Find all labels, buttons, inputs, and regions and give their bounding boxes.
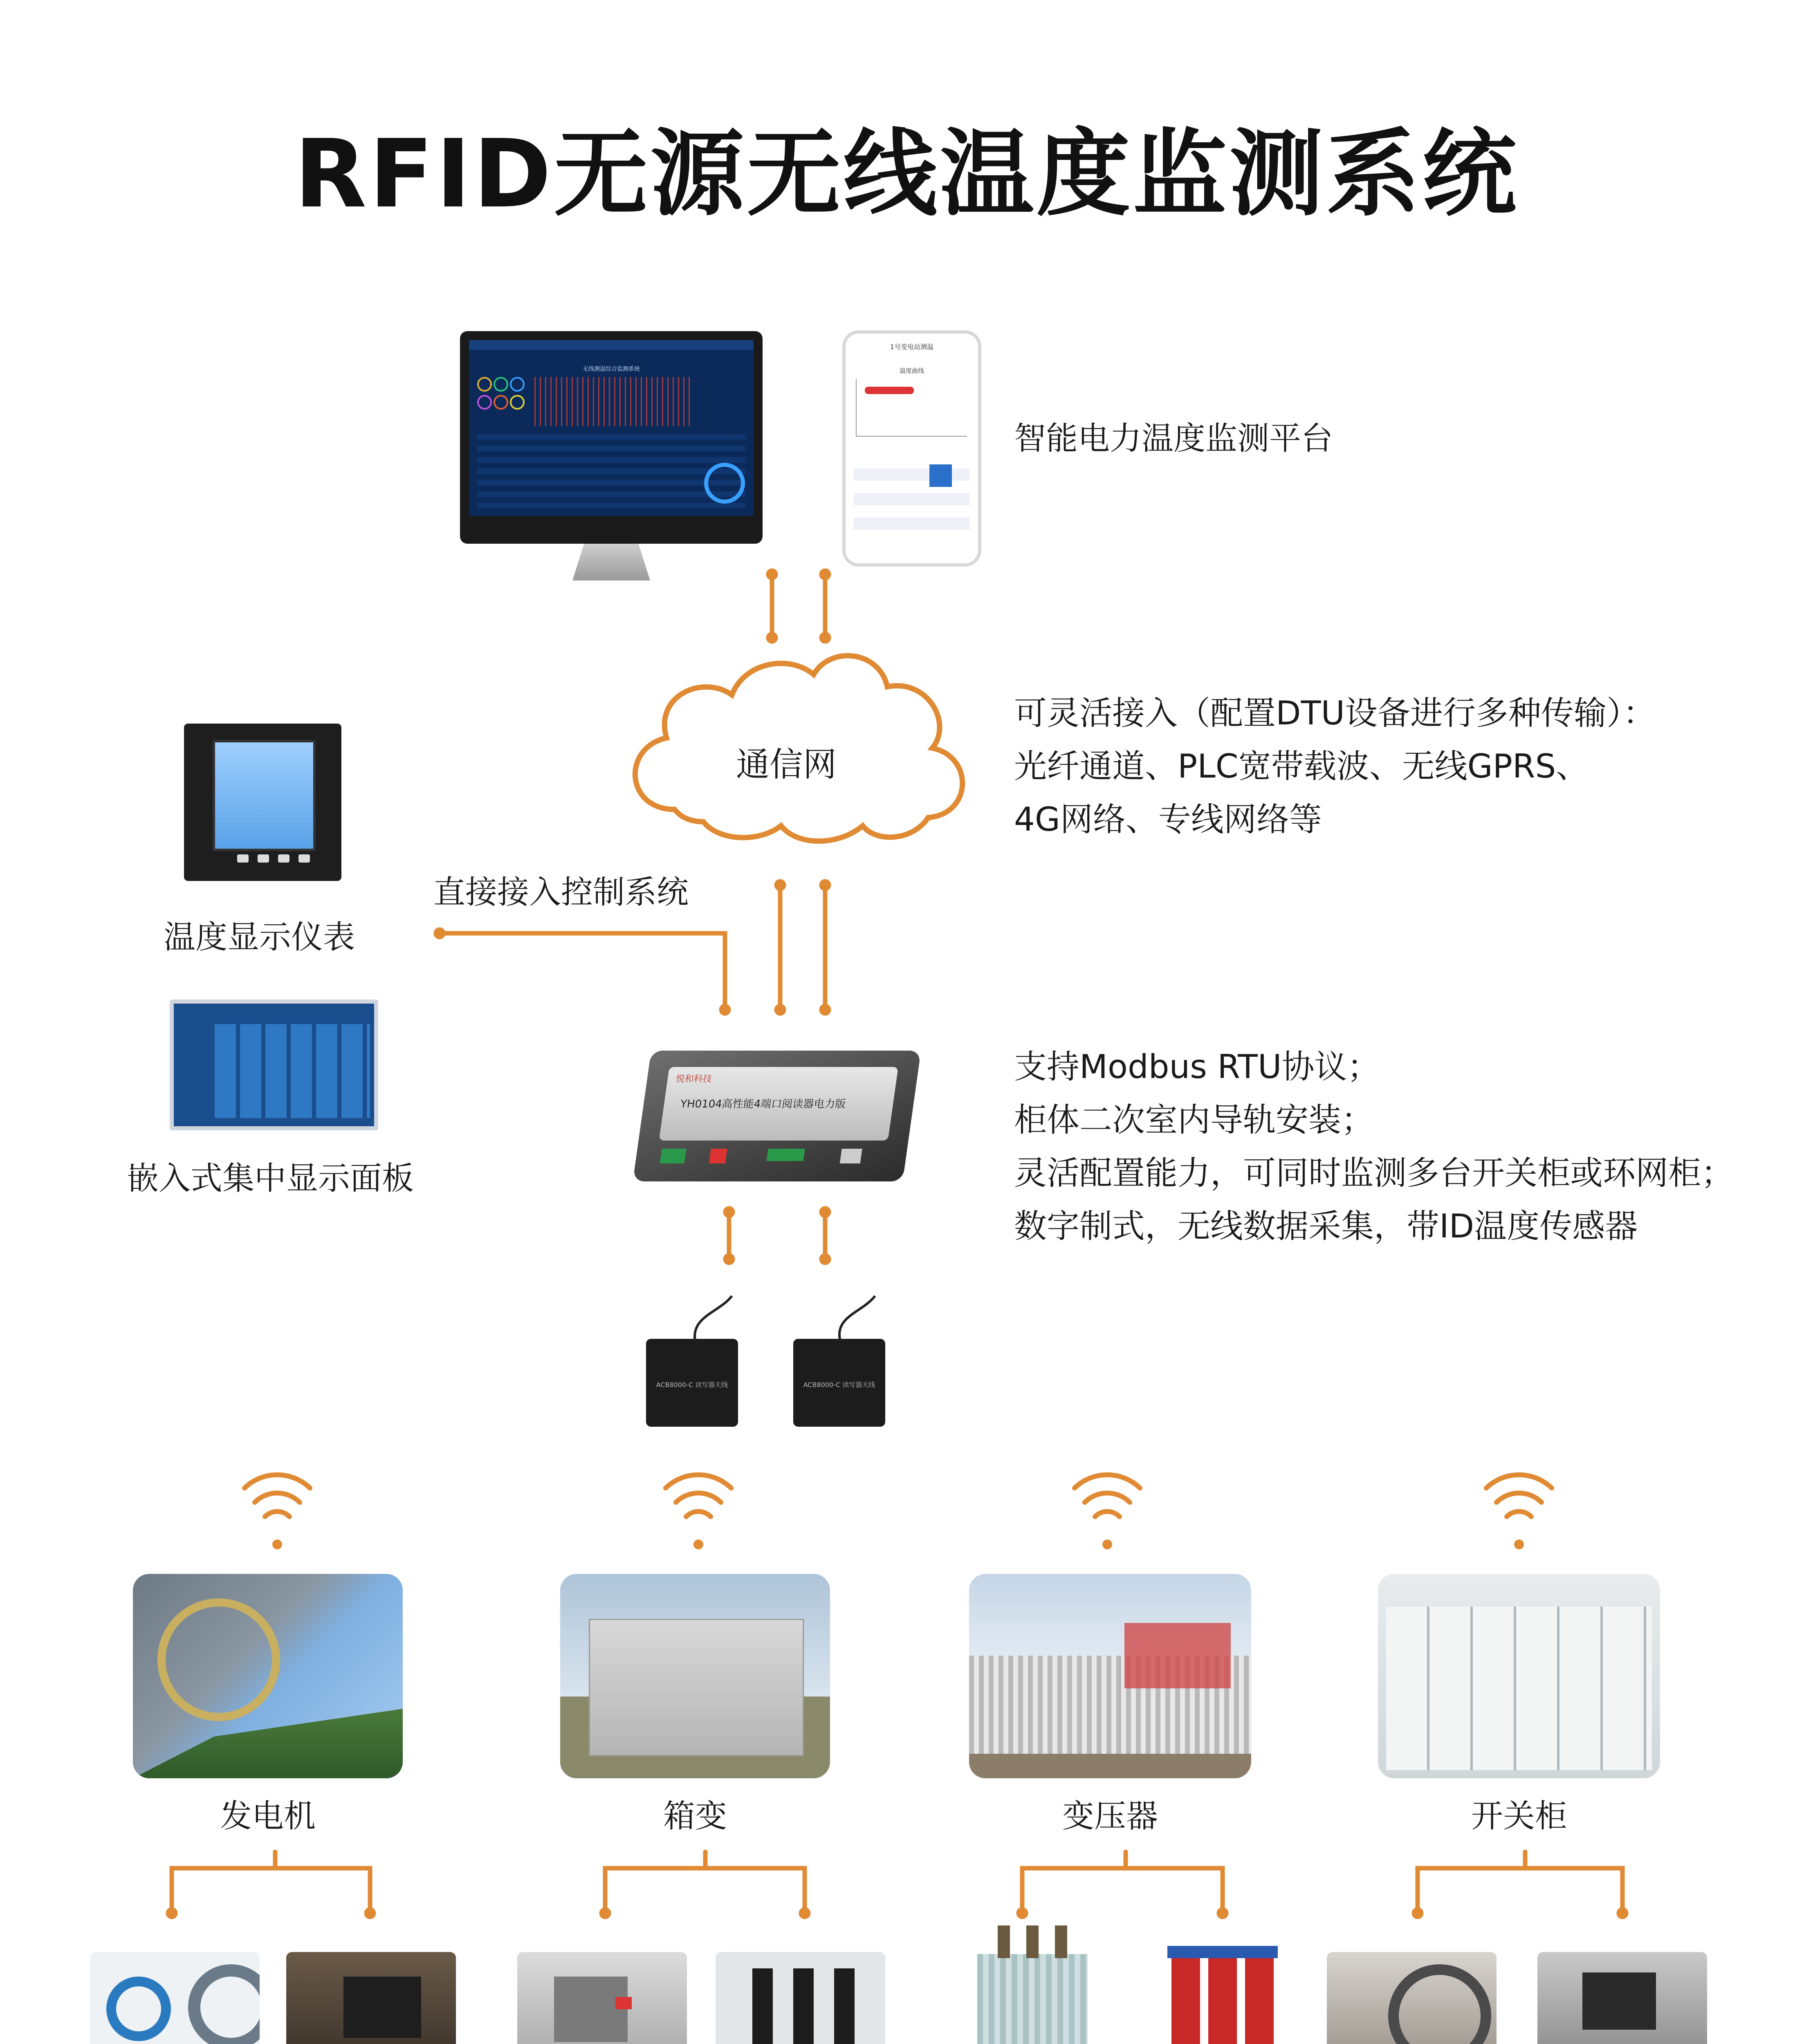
antenna-label: ACB8000-C 读写器天线: [803, 1381, 875, 1389]
network-desc-line: 光纤通道、PLC宽带载波、无线GPRS、: [1014, 747, 1589, 785]
category-label: 发电机: [220, 1798, 316, 1835]
network-desc-line: 可灵活接入（配置DTU设备进行多种传输）：: [1014, 694, 1656, 732]
thumb-oil-transformer: [969, 1913, 1096, 2044]
photo-generator: [133, 1574, 403, 1778]
monitor-title: 无线测温综合监测系统: [583, 366, 640, 372]
reader-brand: 悦和科技: [675, 1074, 713, 1084]
thumb-low-voltage-breaker: [517, 1952, 687, 2044]
category-label: 变压器: [1062, 1798, 1158, 1835]
cloud-label: 通信网: [736, 745, 837, 784]
page-title: RFID无源无线温度监测系统: [294, 120, 1519, 229]
reader-desc-line: 灵活配置能力，可同时监测多台开关柜或环网柜；: [1014, 1154, 1734, 1192]
phone-chart-title: 温度曲线: [899, 367, 924, 374]
network-desc-line: 4G网络、专线网络等: [1014, 800, 1322, 838]
thumb-dry-transformer: [1159, 1930, 1286, 2044]
phone-header: 1号变电站测温: [890, 343, 934, 351]
photo-transformer: [969, 1574, 1251, 1778]
reader-desc-line: 支持Modbus RTU协议；: [1014, 1048, 1380, 1086]
antenna-label: ACB8000-C 读写器天线: [656, 1381, 728, 1389]
reader-model: YH0104高性能4端口阅读器电力版: [679, 1098, 847, 1110]
reader-desc-line: 数字制式，无线数据采集，带ID温度传感器: [1014, 1207, 1638, 1245]
direct-access-label: 直接接入控制系统: [433, 874, 689, 911]
thumb-bearing: [90, 1952, 260, 2044]
category-label: 箱变: [663, 1798, 727, 1835]
photo-box-transformer: [560, 1574, 830, 1778]
thumb-switchgear-busbar: [1537, 1952, 1707, 2044]
meter-label: 温度显示仪表: [164, 919, 355, 956]
thumb-switchgear-contact: [1327, 1952, 1497, 2044]
category-label: 开关柜: [1471, 1798, 1567, 1835]
panel-label: 嵌入式集中显示面板: [127, 1160, 414, 1197]
thumb-carbon-brush: [286, 1952, 456, 2044]
reader-desc-line: 柜体二次室内导轨安装；: [1014, 1101, 1374, 1139]
platform-label: 智能电力温度监测平台: [1014, 420, 1333, 457]
photo-switchgear: [1378, 1574, 1660, 1778]
thumb-hv-cable-joint: [716, 1952, 885, 2044]
